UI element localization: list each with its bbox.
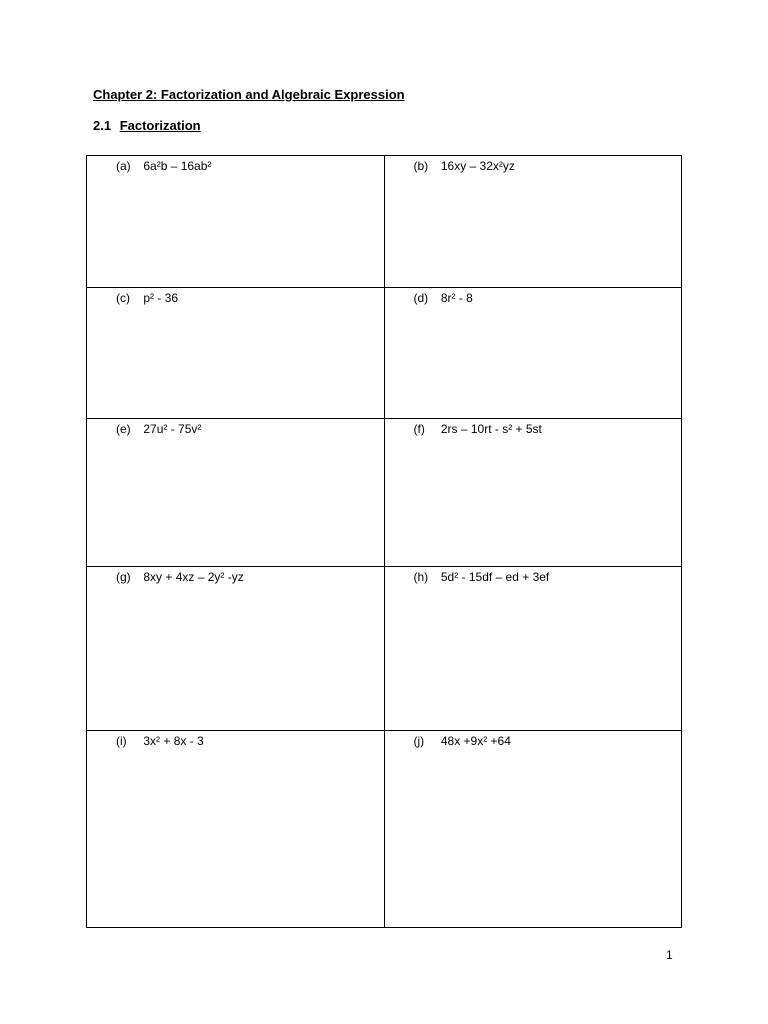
problem-cell-c	[87, 288, 385, 419]
problem-cell-i	[87, 731, 385, 928]
problem-label: (a)	[116, 159, 131, 173]
problem-expression: 6a²b – 16ab²	[143, 159, 212, 173]
problem-cell-g	[87, 567, 385, 731]
section-number: 2.1	[93, 118, 112, 133]
problem-label: (b)	[413, 159, 429, 173]
section-title: Factorization	[119, 118, 201, 133]
problem-cell-d	[384, 288, 682, 419]
problem-row	[87, 567, 682, 731]
problem-expression: 3x² + 8x - 3	[143, 734, 204, 748]
problem-row	[87, 156, 682, 288]
problem-label: (i)	[116, 734, 127, 748]
problem-label: (j)	[413, 734, 425, 748]
problem-cell-j	[384, 731, 682, 928]
problem-cell-h	[384, 567, 682, 731]
problem-cell-b	[384, 156, 682, 288]
problem-expression: 48x +9x² +64	[440, 734, 511, 748]
problem-expression: 5d² - 15df – ed + 3ef	[440, 570, 550, 584]
section-heading	[93, 118, 201, 133]
problem-expression: p² - 36	[143, 291, 179, 305]
problem-table	[86, 155, 682, 928]
problem-label: (c)	[116, 291, 130, 305]
problem-row	[87, 419, 682, 567]
problem-cell-e	[87, 419, 385, 567]
problem-expression: 27u² - 75v²	[143, 422, 202, 436]
problem-label: (e)	[116, 422, 131, 436]
problem-expression: 16xy – 32x²yz	[440, 159, 515, 173]
problem-row	[87, 731, 682, 928]
page-number: 1	[666, 948, 673, 962]
problem-expression: 8r² - 8	[440, 291, 473, 305]
problem-label: (f)	[413, 422, 425, 436]
problem-cell-f	[384, 419, 682, 567]
problem-expression: 8xy + 4xz – 2y² -yz	[143, 570, 244, 584]
problem-row	[87, 288, 682, 419]
problem-cell-a	[87, 156, 385, 288]
problem-expression: 2rs – 10rt - s² + 5st	[440, 422, 542, 436]
chapter-title: Chapter 2: Factorization and Algebraic Expression	[93, 87, 405, 102]
problem-label: (g)	[116, 570, 131, 584]
problem-label: (d)	[413, 291, 429, 305]
problem-label: (h)	[413, 570, 429, 584]
